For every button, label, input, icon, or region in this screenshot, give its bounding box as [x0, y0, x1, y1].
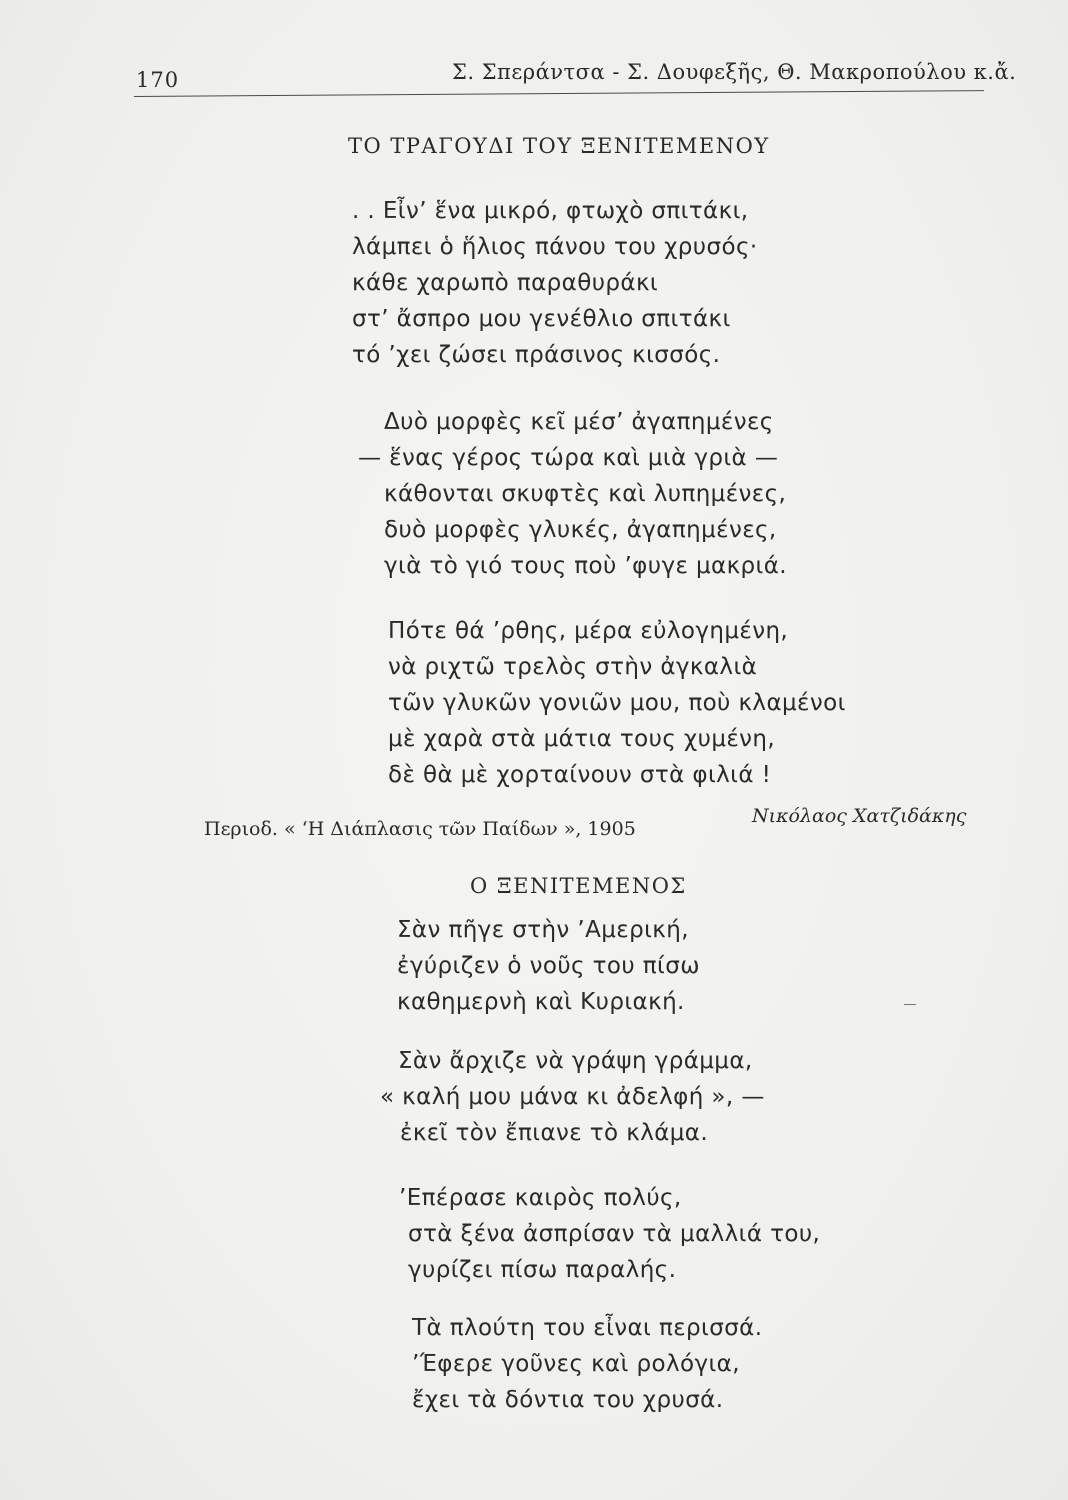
poem-title: ΤΟ ΤΡΑΓΟΥΔΙ ΤΟΥ ΞΕΝΙΤΕΜΕΝΟΥ	[348, 134, 770, 158]
verse-line: Δυὸ μορφὲς κεῖ μέσ’ ἀγαπημένες	[384, 409, 774, 435]
verse-line: γυρίζει πίσω παραλής.	[408, 1257, 677, 1283]
verse-line: στ’ ἄσπρο μου γενέθλιο σπιτάκι	[352, 306, 731, 332]
verse-line: καθημερνὴ καὶ Κυριακή.	[397, 989, 685, 1015]
stanza	[399, 1180, 820, 1288]
stanza	[380, 1043, 765, 1151]
verse-line: Σὰν ἄρχιζε νὰ γράψη γράμμα,	[398, 1048, 753, 1074]
verse-line: μὲ χαρὰ στὰ μάτια τους χυμένη,	[388, 726, 776, 752]
stanza	[397, 912, 700, 1020]
verse-line: τῶν γλυκῶν γονιῶν μου, ποὺ κλαμένοι	[388, 690, 846, 716]
verse-line: λάμπει ὁ ἥλιος πάνου του χρυσός·	[352, 234, 758, 260]
verse-line: Πότε θά ’ρθης, μέρα εὐλογημένη,	[388, 618, 789, 644]
verse-line: Τὰ πλούτη του εἶναι περισσά.	[412, 1315, 763, 1341]
verse-line: . . Εἶν’ ἕνα μικρό, φτωχὸ σπιτάκι,	[352, 198, 749, 224]
verse-line: δυὸ μορφὲς γλυκές, ἀγαπημένες,	[384, 517, 777, 543]
running-head: Σ. Σπεράντσα - Σ. Δουφεξῆς, Θ. Μακροπούλου κ.ἄ.	[452, 60, 1017, 84]
verse-line: — ἕνας γέρος τώρα καὶ μιὰ γριὰ —	[358, 445, 779, 471]
verse-line: ’Έφερε γοῦνες καὶ ρολόγια,	[412, 1351, 740, 1377]
verse-line: « καλή μου μάνα κι ἀδελφή », —	[380, 1084, 765, 1110]
stanza	[352, 193, 758, 373]
page-number: 170	[136, 68, 180, 92]
verse-line: Σὰν πῆγε στὴν ’Αμερική,	[397, 917, 689, 943]
stanza	[358, 404, 787, 584]
verse-line: ’Επέρασε καιρὸς πολύς,	[399, 1185, 682, 1211]
verse-line: κάθε χαρωπὸ παραθυράκι	[352, 270, 659, 296]
stanza	[388, 613, 846, 793]
verse-line: ἐγύριζεν ὁ νοῦς του πίσω	[397, 953, 700, 979]
verse-line: τό ’χει ζώσει πράσινος κισσός.	[352, 342, 721, 368]
verse-line: δὲ θὰ μὲ χορταίνουν στὰ φιλιά !	[388, 762, 772, 788]
verse-line: στὰ ξένα ἀσπρίσαν τὰ μαλλιά του,	[408, 1221, 821, 1247]
poem-title: Ο ΞΕΝΙΤΕΜΕΝΟΣ	[470, 874, 687, 898]
stanza	[412, 1310, 762, 1418]
stray-mark	[904, 1004, 916, 1005]
verse-line: κάθονται σκυφτὲς καὶ λυπημένες,	[384, 481, 787, 507]
source-citation: Περιοδ. « ‘Η Διάπλασις τῶν Παίδων », 1905	[204, 818, 636, 840]
verse-line: ἐκεῖ τὸν ἔπιανε τὸ κλάμα.	[400, 1120, 709, 1146]
author-name: Νικόλαος Χατζιδάκης	[752, 805, 967, 827]
verse-line: ἔχει τὰ δόντια του χρυσά.	[412, 1387, 724, 1413]
verse-line: νὰ ριχτῶ τρελὸς στὴν ἀγκαλιὰ	[388, 654, 758, 680]
verse-line: γιὰ τὸ γιό τους ποὺ ’φυγε μακριά.	[384, 553, 787, 579]
header-rule	[134, 90, 984, 97]
